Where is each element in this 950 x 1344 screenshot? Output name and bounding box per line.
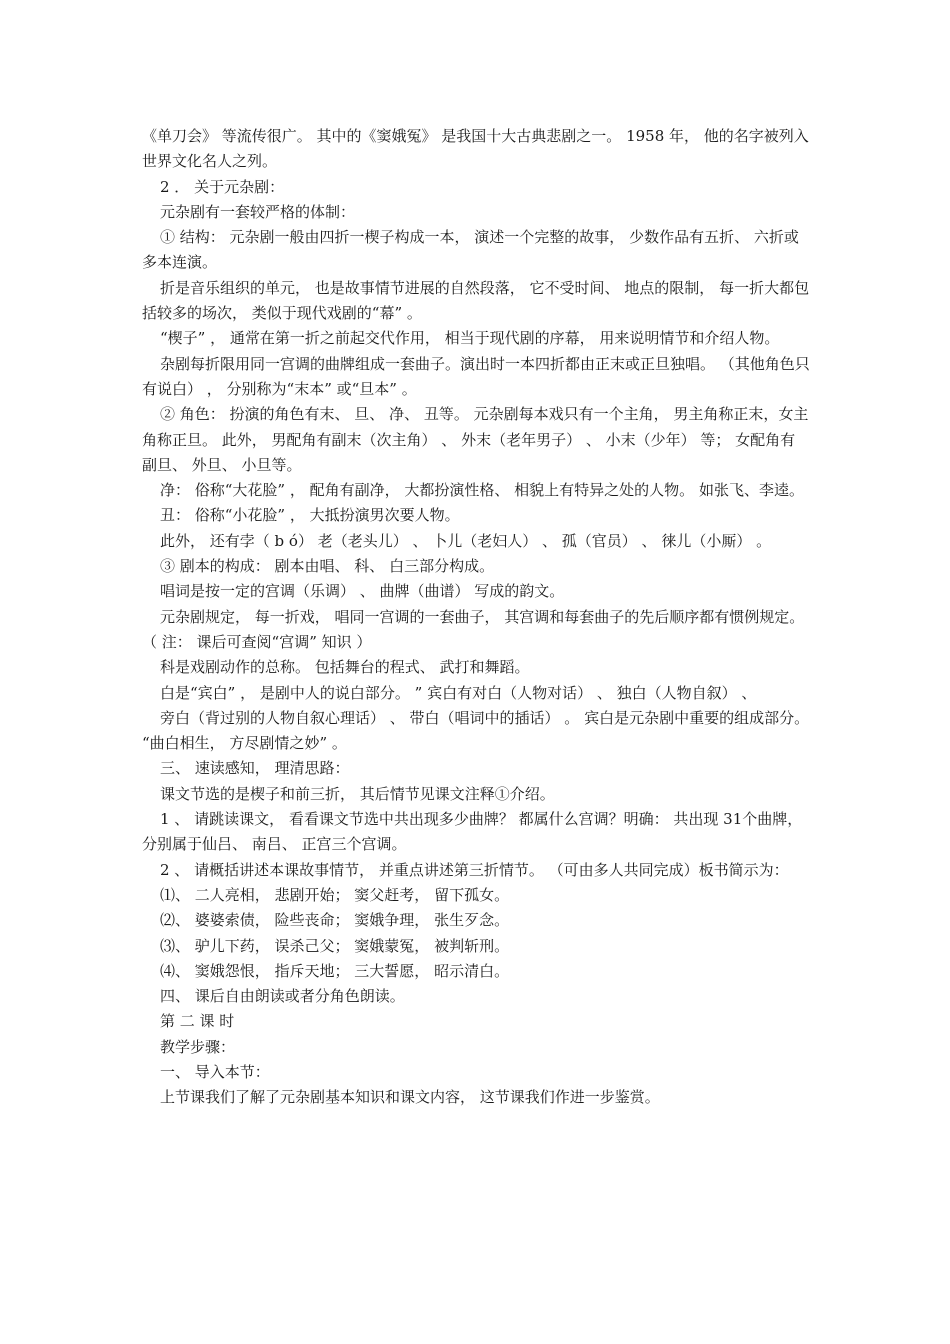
paragraph-21: 2 、 请概括讲述本课故事情节， 并重点讲述第三折情节。 （可由多人共同完成）板书简示为： bbox=[160, 860, 789, 879]
paragraph-20: 1 、 请跳读课文， 看看课文节选中共出现多少曲牌？ 都属什么宫调？明确： 共出现 31个曲牌， 分别属于仙吕、 南吕、 正宫三个宫调。 bbox=[142, 810, 803, 854]
paragraph-22: ⑴、 二人亮相， 悲剧开始； 窦父赶考， 留下孤女。 bbox=[160, 885, 510, 904]
paragraph-4: ① 结构： 元杂剧一般由四折一楔子构成一本， 演述一个完整的故事， 少数作品有五折、 六折或多本连演。 bbox=[142, 228, 799, 272]
paragraph-9: 净： 俗称“大花脸” ， 配角有副净， 大都扮演性格、 相貌上有特异之处的人物。 如张飞、李逵。 bbox=[160, 481, 804, 500]
paragraph-26: 四、 课后自由朗读或者分角色朗读。 bbox=[160, 987, 405, 1006]
paragraph-24: ⑶、 驴儿下药， 误杀己父； 窦娥蒙冤， 被判斩刑。 bbox=[160, 936, 510, 955]
paragraph-10: 丑： 俗称“小花脸” ， 大抵扮演男次要人物。 bbox=[160, 506, 460, 525]
paragraph-2: 2 ． 关于元杂剧： bbox=[160, 177, 285, 196]
paragraph-5: 折是音乐组织的单元， 也是故事情节进展的自然段落， 它不受时间、 地点的限制， 每一折大都包括较多的场次， 类似于现代戏剧的“幕” 。 bbox=[142, 278, 810, 323]
paragraph-25: ⑷、 窦娥怨恨， 指斥天地； 三大誓愿， 昭示清白。 bbox=[160, 961, 510, 980]
paragraph-11: 此外， 还有孛（ b ó） 老（老头儿） 、 卜儿（老妇人） 、 孤（官员） 、 徕儿（小厮） 。 bbox=[160, 531, 772, 550]
paragraph-7: 杂剧每折限用同一宫调的曲牌组成一套曲子。演出时一本四折都由正末或正旦独唱。 （其他角色只有说白） ， 分别称为“末本” 或“旦本” 。 bbox=[142, 354, 810, 398]
paragraph-1: 《单刀会》 等流传很广。 其中的《窦娥冤》 是我国十大古典悲剧之一。 1958 年， 他的名字被列入世界文化名人之列。 bbox=[142, 127, 809, 171]
paragraph-23: ⑵、 婆婆索债， 险些丧命； 窦娥争理， 张生歹念。 bbox=[160, 911, 510, 930]
paragraph-18: 三、 速读感知， 理清思路： bbox=[160, 759, 350, 778]
paragraph-15: 科是戏剧动作的总称。 包括舞台的程式、 武打和舞蹈。 bbox=[160, 658, 530, 677]
paragraph-3: 元杂剧有一套较严格的体制： bbox=[160, 202, 356, 221]
paragraph-14: 元杂剧规定， 每一折戏， 唱同一宫调的一套曲子， 其宫调和每套曲子的先后顺序都有惯例规定。 （ 注： 课后可查阅“宫调” 知识 ） bbox=[142, 607, 805, 651]
paragraph-12: ③ 剧本的构成： 剧本由唱、 科、 白三部分构成。 bbox=[160, 557, 495, 576]
paragraph-8: ② 角色： 扮演的角色有末、 旦、 净、 丑等。 元杂剧每本戏只有一个主角， 男主角称正末，女主角称正旦。 此外， 男配角有副末（次主角） 、 外末（老年男子） 、 小末（少年） 等； 女配角有副旦、 外旦、 小旦等。 bbox=[142, 405, 809, 474]
paragraph-27: 第 二 课 时 bbox=[160, 1012, 235, 1031]
paragraph-17: 旁白（背过别的人物自叙心理话） 、 带白（唱词中的插话） 。 宾白是元杂剧中重要的组成部分。 “曲白相生， 方尽剧情之妙” 。 bbox=[142, 708, 810, 753]
paragraph-6: “楔子” ， 通常在第一折之前起交代作用， 相当于现代剧的序幕， 用来说明情节和介绍人物。 bbox=[160, 329, 780, 348]
paragraph-30: 上节课我们了解了元杂剧基本知识和课文内容， 这节课我们作进一步鉴赏。 bbox=[160, 1088, 660, 1107]
paragraph-28: 教学步骤： bbox=[160, 1037, 236, 1056]
paragraph-29: 一、 导入本节： bbox=[160, 1062, 270, 1081]
paragraph-16: 白是“宾白” ， 是剧中人的说白部分。 ” 宾白有对白（人物对话） 、 独白（人物自叙） 、 bbox=[160, 683, 757, 702]
paragraph-13: 唱词是按一定的宫调（乐调） 、 曲牌（曲谱） 写成的韵文。 bbox=[160, 582, 565, 601]
document-body bbox=[142, 124, 810, 1111]
paragraph-19: 课文节选的是楔子和前三折， 其后情节见课文注释①介绍。 bbox=[160, 784, 555, 803]
